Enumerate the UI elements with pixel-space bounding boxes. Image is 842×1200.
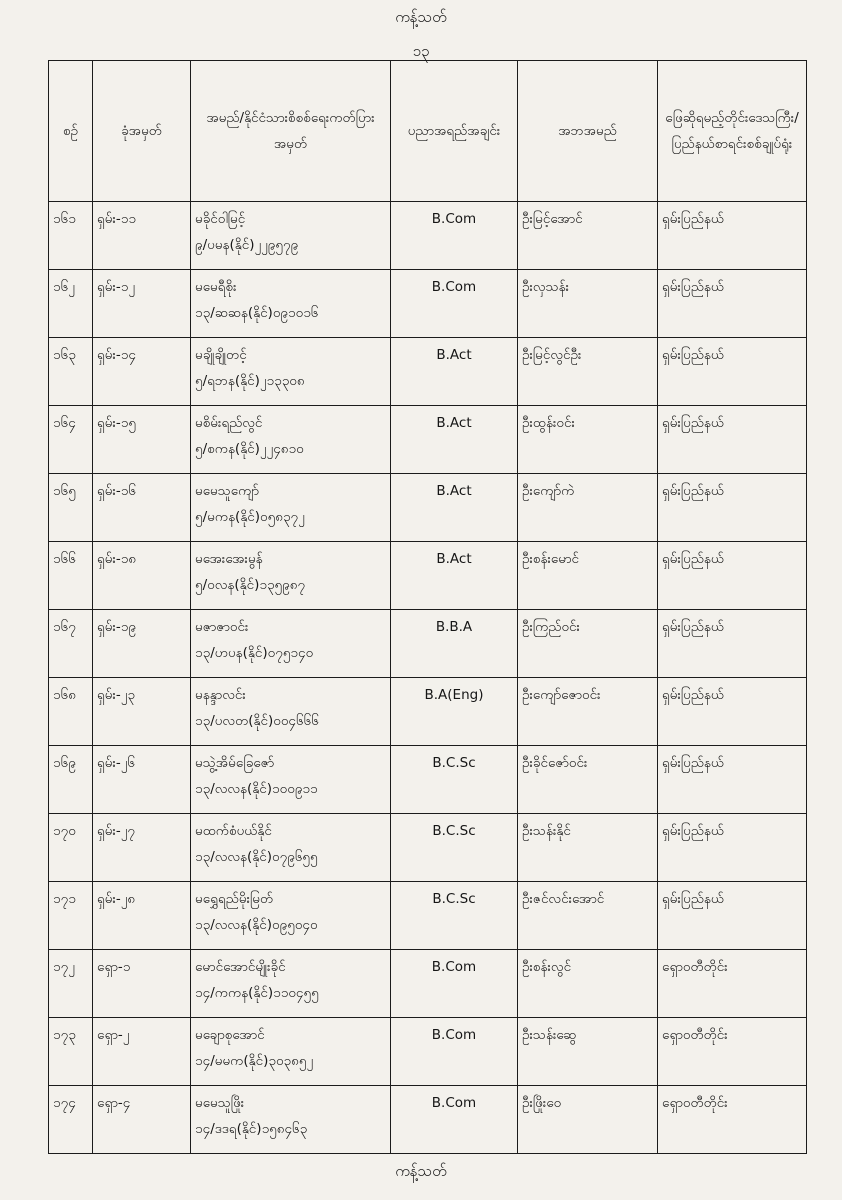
table-row: [49, 746, 807, 814]
father-name-cell: ဦးမြင့်လွင်ဦး: [518, 338, 658, 406]
candidate-table: [48, 60, 807, 1154]
name-nrc-cell: [191, 406, 391, 474]
table-row: [49, 882, 807, 950]
father-name-cell: ဦးစန်းလွင်: [518, 950, 658, 1018]
page-number: ၁၃: [412, 42, 430, 60]
table-row: [49, 814, 807, 882]
serial-cell: ၁၆၉: [49, 746, 93, 814]
name-nrc-cell: [191, 338, 391, 406]
father-name-cell: ဦးကြည်ဝင်း: [518, 610, 658, 678]
exam-office-cell: ရှမ်းပြည်နယ်: [658, 474, 807, 542]
serial-cell: ၁၆၁: [49, 202, 93, 270]
nrc-number: ၅/စကန(နိုင်)၂၂၄၈၁၀: [195, 441, 304, 457]
candidate-name: မထက်စံပယ်နိုင်: [195, 823, 272, 839]
nrc-number: ၉/ပမန(နိုင်)၂၂၉၅၇၉: [195, 237, 299, 253]
education-cell: B.Act: [391, 542, 518, 610]
roll-number-cell: ရှမ်း-၁၈: [93, 542, 191, 610]
roll-number-cell: ရှမ်း-၁၉: [93, 610, 191, 678]
candidate-name: မနန္ဒာလင်း: [195, 687, 246, 703]
serial-cell: ၁၆၆: [49, 542, 93, 610]
serial-cell: ၁၆၇: [49, 610, 93, 678]
nrc-number: ၁၃/လလန(နိုင်)၀၇၉၆၅၅: [195, 849, 318, 865]
table-row: [49, 270, 807, 338]
roll-number-cell: ရှမ်း-၁၅: [93, 406, 191, 474]
father-name-cell: ဦးဇင်လင်းအောင်: [518, 882, 658, 950]
name-nrc-cell: [191, 474, 391, 542]
roll-number-cell: ရှမ်း-၂၃: [93, 678, 191, 746]
candidate-name: မဇာဇာဝင်း: [195, 619, 249, 635]
education-cell: B.Com: [391, 202, 518, 270]
nrc-number: ၅/ဝလန(နိုင်)၁၃၅၉၈၇: [195, 577, 306, 593]
education-cell: B.Act: [391, 406, 518, 474]
education-cell: B.C.Sc: [391, 746, 518, 814]
serial-cell: ၁၆၈: [49, 678, 93, 746]
candidate-name: မအေးအေးမွန်: [195, 551, 263, 567]
serial-cell: ၁၇၁: [49, 882, 93, 950]
nrc-number: ၅/မကန(နိုင်)၀၅၈၃၇၂: [195, 509, 305, 525]
roll-number-cell: ရှမ်း-၁၆: [93, 474, 191, 542]
nrc-number: ၁၃/လလန(နိုင်)၀၉၅၀၄၀: [195, 917, 318, 933]
serial-cell: ၁၇၂: [49, 950, 93, 1018]
name-nrc-cell: [191, 1018, 391, 1086]
column-header-roll: ခုံအမှတ်: [93, 61, 191, 202]
roll-number-cell: ရှမ်း-၂၆: [93, 746, 191, 814]
exam-office-cell: ရှမ်းပြည်နယ်: [658, 678, 807, 746]
candidate-name: မမေရီစိုး: [195, 279, 237, 295]
father-name-cell: ဦးသန်းဆွေ: [518, 1018, 658, 1086]
serial-cell: ၁၇၀: [49, 814, 93, 882]
nrc-number: ၅/ရဘန(နိုင်)၂၁၃၃၀၈: [195, 373, 305, 389]
nrc-number: ၁၄/ဒဒရ(နိုင်)၁၅၈၄၆၃: [195, 1121, 308, 1137]
table-row: [49, 1018, 807, 1086]
exam-office-cell: ရှောဝတီတိုင်း: [658, 1018, 807, 1086]
name-nrc-cell: [191, 678, 391, 746]
serial-cell: ၁၇၄: [49, 1086, 93, 1154]
father-name-cell: ဦးလှသန်း: [518, 270, 658, 338]
column-header-name-nrc: အမည်/နိုင်ငံသားစိစစ်ရေးကတ်ပြားအမှတ်: [191, 61, 391, 202]
father-name-cell: ဦးဖြိုးဝေ: [518, 1086, 658, 1154]
column-header-father: အဘအမည်: [518, 61, 658, 202]
father-name-cell: ဦးစန်းမောင်: [518, 542, 658, 610]
name-nrc-cell: [191, 814, 391, 882]
roll-number-cell: ရှော-၂: [93, 1018, 191, 1086]
serial-cell: ၁၇၃: [49, 1018, 93, 1086]
father-name-cell: ဦးထွန်းဝင်း: [518, 406, 658, 474]
nrc-number: ၁၄/ကကန(နိုင်)၁၁၀၄၅၅: [195, 985, 319, 1001]
candidate-name: မောင်အောင်မျိုးခိုင်: [195, 959, 286, 975]
exam-office-cell: ရှမ်းပြည်နယ်: [658, 882, 807, 950]
father-name-cell: ဦးကျော်ကဲ: [518, 474, 658, 542]
candidate-name: မမေသူကျော်: [195, 483, 260, 499]
father-name-cell: ဦးကျော်ဇောဝင်း: [518, 678, 658, 746]
candidate-name: မစိမ်းရည်လွင်: [195, 415, 263, 431]
education-cell: B.Com: [391, 270, 518, 338]
education-cell: B.C.Sc: [391, 882, 518, 950]
nrc-number: ၁၃/လလန(နိုင်)၁၀၀၉၁၁: [195, 781, 318, 797]
name-nrc-cell: [191, 542, 391, 610]
table-row: [49, 950, 807, 1018]
exam-office-cell: ရှောဝတီတိုင်း: [658, 950, 807, 1018]
roll-number-cell: ရှော-၄: [93, 1086, 191, 1154]
column-header-serial: စဉ်: [49, 61, 93, 202]
education-cell: B.Com: [391, 1018, 518, 1086]
roll-number-cell: ရှမ်း-၁၂: [93, 270, 191, 338]
father-name-cell: ဦးခိုင်ဇော်ဝင်း: [518, 746, 658, 814]
candidate-name: မချောစုအောင်: [195, 1027, 265, 1043]
father-name-cell: ဦးမြင့်အောင်: [518, 202, 658, 270]
exam-office-cell: ရှမ်းပြည်နယ်: [658, 202, 807, 270]
education-cell: B.Act: [391, 474, 518, 542]
table-row: [49, 202, 807, 270]
table-row: [49, 406, 807, 474]
education-cell: B.A(Eng): [391, 678, 518, 746]
exam-office-cell: ရှောဝတီတိုင်း: [658, 1086, 807, 1154]
candidate-name: မမေသူဖြိုး: [195, 1095, 245, 1111]
candidate-name: မသွဲ့အိမ်ခြေဇော်: [195, 755, 275, 771]
page-header: ကန့်သတ်: [395, 8, 447, 26]
table-row: [49, 542, 807, 610]
column-header-education: ပညာအရည်အချင်း: [391, 61, 518, 202]
nrc-number: ၁၃/ဆဆန(နိုင်)၀၉၁၀၁၆: [195, 305, 319, 321]
table-header-row: [49, 61, 807, 202]
table-row: [49, 678, 807, 746]
name-nrc-cell: [191, 1086, 391, 1154]
serial-cell: ၁၆၂: [49, 270, 93, 338]
education-cell: B.Com: [391, 950, 518, 1018]
page-footer: ကန့်သတ်: [395, 1162, 447, 1180]
column-header-office: ဖြေဆိုရမည့်တိုင်းဒေသကြီး/ပြည်နယ်စာရင်းစစ်ချုပ်ရုံး: [658, 61, 807, 202]
roll-number-cell: ရှမ်း-၁၄: [93, 338, 191, 406]
exam-office-cell: ရှမ်းပြည်နယ်: [658, 542, 807, 610]
exam-office-cell: ရှမ်းပြည်နယ်: [658, 610, 807, 678]
roll-number-cell: ရှမ်း-၁၁: [93, 202, 191, 270]
nrc-number: ၁၃/ပလတ(နိုင်)၀၀၄၆၆၆: [195, 713, 319, 729]
candidate-name: မချိုချိုတင့်: [195, 347, 247, 363]
table-row: [49, 338, 807, 406]
exam-office-cell: ရှမ်းပြည်နယ်: [658, 814, 807, 882]
table-row: [49, 610, 807, 678]
education-cell: B.B.A: [391, 610, 518, 678]
name-nrc-cell: [191, 270, 391, 338]
father-name-cell: ဦးသန်းနိုင်: [518, 814, 658, 882]
exam-office-cell: ရှမ်းပြည်နယ်: [658, 746, 807, 814]
name-nrc-cell: [191, 610, 391, 678]
name-nrc-cell: [191, 950, 391, 1018]
nrc-number: ၁၃/ဟပန(နိုင်)၀၇၅၁၄၀: [195, 645, 314, 661]
serial-cell: ၁၆၃: [49, 338, 93, 406]
roll-number-cell: ရှမ်း-၂၈: [93, 882, 191, 950]
name-nrc-cell: [191, 202, 391, 270]
education-cell: B.Act: [391, 338, 518, 406]
candidate-name: မရွှေရည်မိုးမြတ်: [195, 891, 274, 907]
education-cell: B.C.Sc: [391, 814, 518, 882]
table-row: [49, 474, 807, 542]
exam-office-cell: ရှမ်းပြည်နယ်: [658, 270, 807, 338]
table-row: [49, 1086, 807, 1154]
roll-number-cell: ရှော-၁: [93, 950, 191, 1018]
name-nrc-cell: [191, 882, 391, 950]
serial-cell: ၁၆၅: [49, 474, 93, 542]
education-cell: B.Com: [391, 1086, 518, 1154]
candidate-name: မခိုင်ဝါမြင့်: [195, 211, 246, 227]
exam-office-cell: ရှမ်းပြည်နယ်: [658, 406, 807, 474]
name-nrc-cell: [191, 746, 391, 814]
serial-cell: ၁၆၄: [49, 406, 93, 474]
exam-office-cell: ရှမ်းပြည်နယ်: [658, 338, 807, 406]
nrc-number: ၁၄/မမက(နိုင်)၃၀၃၈၅၂: [195, 1053, 314, 1069]
roll-number-cell: ရှမ်း-၂၇: [93, 814, 191, 882]
